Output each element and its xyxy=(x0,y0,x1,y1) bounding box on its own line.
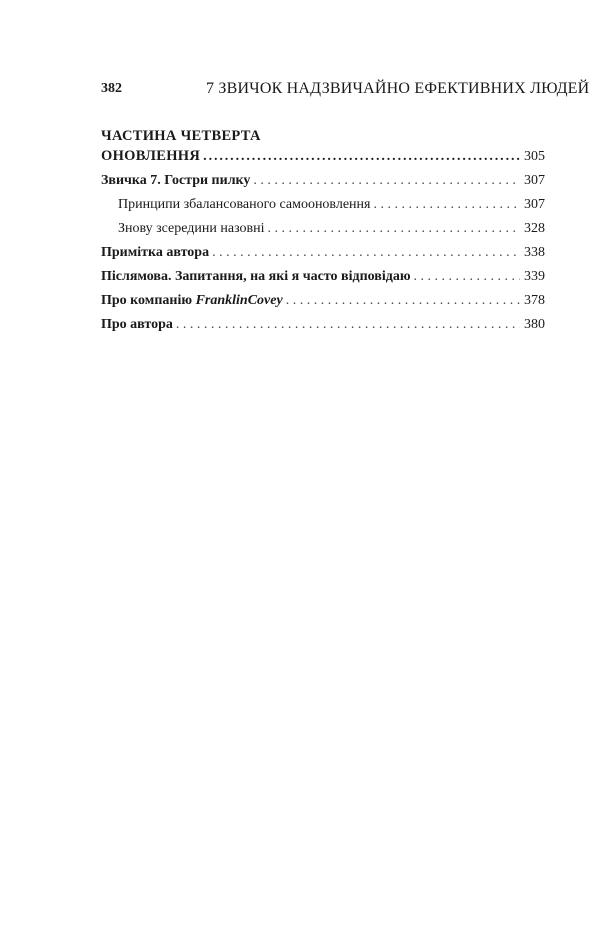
toc-entry-label: Післямова. Запитання, на які я часто відповідаю xyxy=(101,269,411,284)
toc-entry-about-author xyxy=(101,315,545,335)
toc-entry-author-note xyxy=(101,243,545,263)
dot-leader xyxy=(414,267,520,287)
toc-entry-habit-7 xyxy=(101,171,545,191)
toc-entry-page: 305 xyxy=(524,149,545,164)
toc-entry-about-company xyxy=(101,291,545,311)
toc-entry-inside-out-again xyxy=(101,219,545,239)
toc-entry-page: 380 xyxy=(524,317,545,332)
dot-leader xyxy=(374,195,521,215)
dot-leader xyxy=(268,219,520,239)
dot-leader xyxy=(203,147,520,167)
part-heading: ЧАСТИНА ЧЕТВЕРТА xyxy=(101,128,261,144)
page-number: 382 xyxy=(101,81,122,96)
toc-entry-label xyxy=(101,291,283,311)
toc-entry-page: 307 xyxy=(524,173,545,188)
toc-entry-label: Про автора xyxy=(101,317,173,332)
dot-leader xyxy=(212,243,520,263)
toc-entry-label-prefix: Про компанію xyxy=(101,293,196,308)
dot-leader xyxy=(286,291,520,311)
toc-entry-page: 378 xyxy=(524,293,545,308)
toc-entry-renewal xyxy=(101,146,545,167)
toc-entry-label: Принципи збалансованого самооновлення xyxy=(118,197,371,212)
toc-entry-page: 338 xyxy=(524,245,545,260)
dot-leader xyxy=(253,171,520,191)
running-head: 7 ЗВИЧОК НАДЗВИЧАЙНО ЕФЕКТИВНИХ ЛЮДЕЙ xyxy=(206,80,590,97)
toc-entry-label: Звичка 7. Гостри пилку xyxy=(101,173,251,188)
toc-entry-afterword xyxy=(101,267,545,287)
company-name: FranklinCovey xyxy=(195,293,283,308)
toc-entry-page: 339 xyxy=(524,269,545,284)
toc-entry-label: Знову зсередини назовні xyxy=(118,221,265,236)
toc-entry-page: 328 xyxy=(524,221,545,236)
table-of-contents xyxy=(101,126,545,335)
toc-entry-balanced-renewal xyxy=(101,195,545,215)
toc-entry-label: ОНОВЛЕННЯ xyxy=(101,148,201,164)
toc-entry-label: Примітка автора xyxy=(101,245,210,260)
toc-entry-page: 307 xyxy=(524,197,545,212)
dot-leader xyxy=(176,315,520,335)
